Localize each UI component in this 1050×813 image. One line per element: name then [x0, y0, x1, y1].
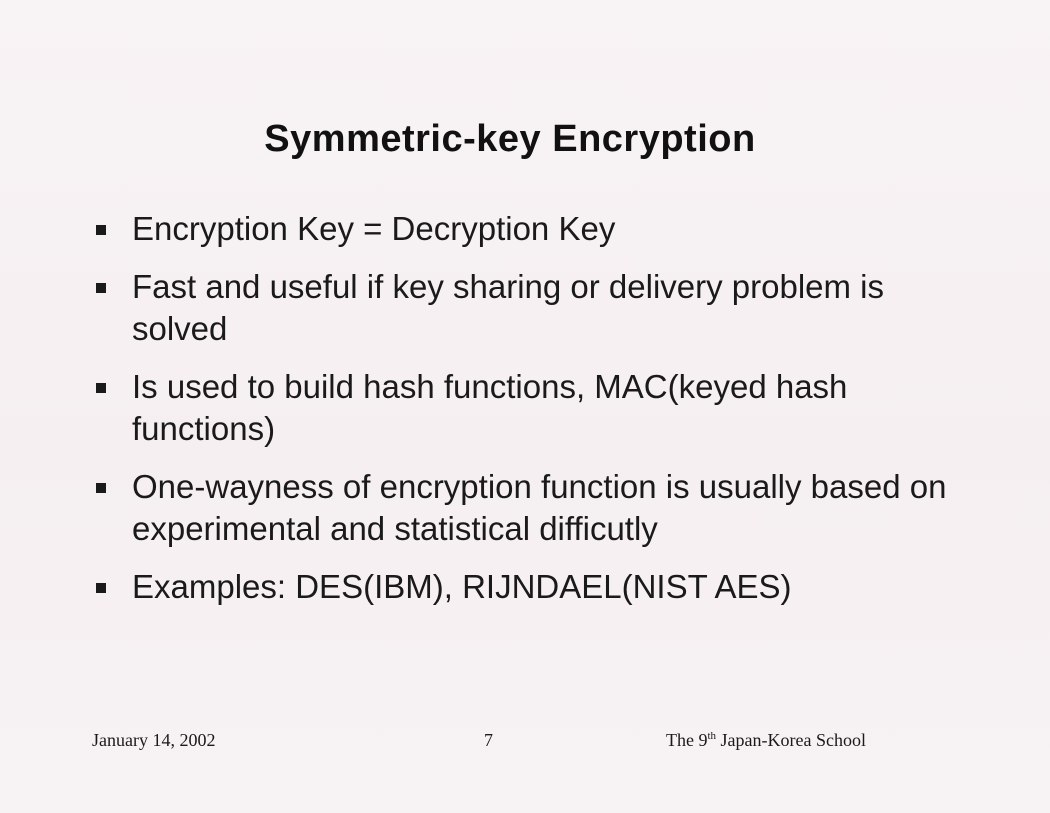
bullet-square-icon [96, 225, 106, 235]
bullet-text: Fast and useful if key sharing or delivery problem is solved [132, 268, 885, 347]
footer-school-prefix: The 9 [666, 730, 708, 750]
bullet-text: Examples: DES(IBM), RIJNDAEL(NIST AES) [132, 568, 792, 605]
bullet-item [92, 266, 972, 350]
bullet-square-icon [96, 383, 106, 393]
bullet-square-icon [96, 283, 106, 293]
footer-school-ordinal: th [707, 730, 717, 742]
footer-school-suffix: Japan-Korea School [716, 730, 866, 750]
slide-title: Symmetric-key Encryption [264, 118, 756, 160]
bullet-list [92, 208, 972, 624]
bullet-square-icon [96, 483, 106, 493]
bullet-square-icon [96, 583, 106, 593]
bullet-item [92, 566, 972, 608]
bullet-item [92, 208, 972, 250]
footer-school-name [666, 730, 866, 751]
bullet-text: Is used to build hash functions, MAC(keyed hash functions) [132, 368, 848, 447]
footer-page-number: 7 [484, 730, 493, 750]
bullet-item [92, 366, 972, 450]
footer-date: January 14, 2002 [92, 730, 216, 750]
bullet-text: One-wayness of encryption function is usually based on experimental and statistical difficutly [132, 468, 947, 547]
bullet-item [92, 466, 972, 550]
bullet-text: Encryption Key = Decryption Key [132, 210, 616, 247]
